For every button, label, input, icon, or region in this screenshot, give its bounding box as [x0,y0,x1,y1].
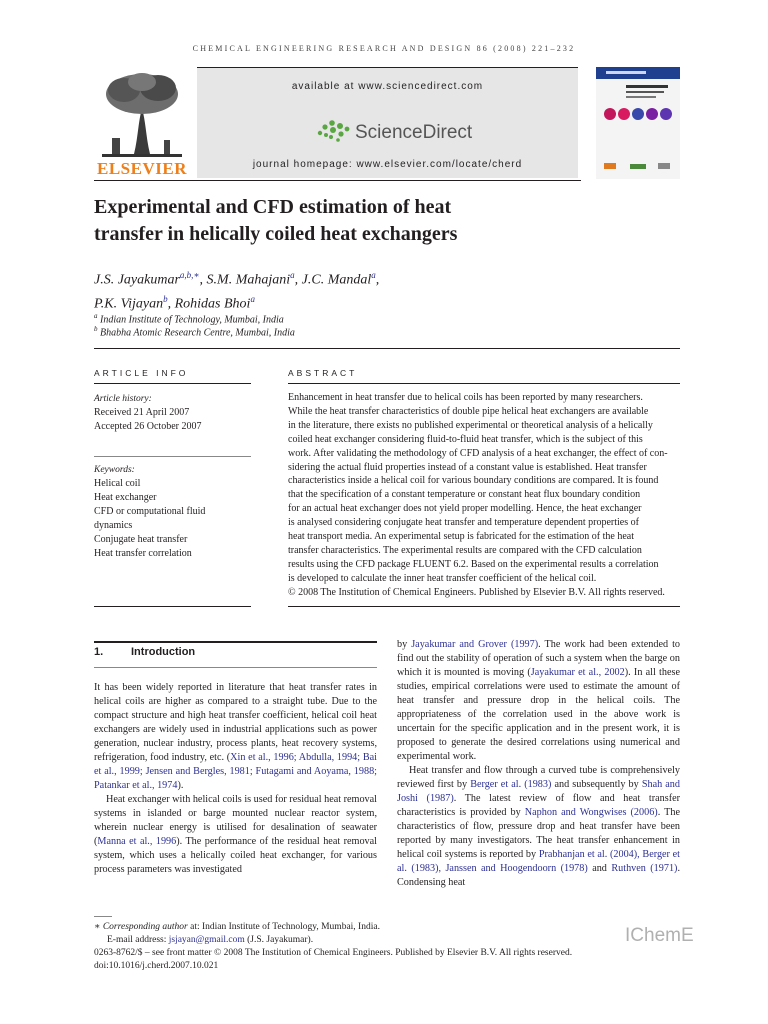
icheme-logo: IChemE [625,925,694,946]
affiliation-text: Bhabha Atomic Research Centre, Mumbai, India [100,327,295,339]
abstract-label: ABSTRACT [288,368,358,378]
author-sep: , [294,272,302,288]
paragraph [94,681,377,793]
abstract-line: coiled heat exchanger considering fluid-to-fluid heat transfer, which is the subject of this [288,433,643,445]
article-history [94,392,254,434]
abstract-line: transfer characteristics. The experimental results are compared with the CFD calculation [288,544,642,556]
body-text: . The work had been extended to find out the stability of operation of such a system when the barge on which it is mounted is moving ( [397,639,681,678]
abstract-line: is developed to calculate the inner heat transfer coefficient of the helical coil. [288,572,597,584]
citation-link[interactable]: Shah and Joshi (1987) [397,779,680,804]
keywords-list [94,463,254,561]
body-text: ). The performance of the residual heat removal system, which uses a helically coiled heat exchanger, for various process parameters was investigated [94,836,377,875]
email-note [107,934,313,947]
title-line-1: Experimental and CFD estimation of heat [94,196,452,218]
copyright-line: © 2008 The Institution of Chemical Engineers. Published by Elsevier B.V. All rights reserved. [288,586,665,598]
author-list [94,266,654,313]
citation-link[interactable]: Prabhanjan et al. (2004), Berger et al. (1983), Janssen and Hoogendoorn (1978) [397,849,681,874]
divider [288,383,680,384]
affiliation-sup: b [94,325,98,333]
affiliation-text: Indian Institute of Technology, Mumbai, India [100,314,284,326]
elsevier-logo-text: ELSEVIER [97,159,187,178]
accepted-date: Accepted 26 October 2007 [94,421,202,432]
section-title: Introduction [131,646,196,658]
abstract-line: results using the CFD package FLUENT 6.2. Based on the experimental results a correlation [288,558,659,570]
keyword: CFD or computational fluid [94,506,206,517]
running-head: CHEMICAL ENGINEERING RESEARCH AND DESIGN 86 (2008) 221–232 [192,44,576,53]
abstract-line: characteristics inside a helical coil for various boundary conditions are compared. It is found [288,475,659,487]
corresponding-author-note [94,921,380,934]
affiliation-b [94,325,295,338]
author-name: P.K. Vijayan [94,296,164,312]
corresponding-label: Corresponding author [102,922,188,932]
author-name: J.S. Jayakumar [94,272,180,288]
body-text: . The characteristics of flow, pressure drop and heat transfer have been reported by many investigators. The heat transfer enhancement in helical coil systems is reported by [397,807,680,860]
citation-link[interactable]: Xin et al., 1996; Abdulla, 1994; Bai et al., 1999; Jensen and Bergles, 1981; Futagami and Aoyama, 1988; Patankar et al., 1974 [94,752,377,791]
history-label: Article history: [94,394,152,404]
sciencedirect-logo-text: ScienceDirect [355,122,473,143]
abstract-line: is analysed considering conjugate heat transfer and temperature dependent properties of [288,517,639,529]
citation-link[interactable]: Naphon and Wongwises (2006) [524,807,658,818]
body-text: It has been widely reported in literature that heat transfer rates in helical coils are higher as compared to a straight tube. Due to the compact structure and high heat transfer coefficient, helical coil heat exchangers are widely used in industrial applications such as power generation, nuclear industry, process plants, heat recovery systems, refrigeration, food industry, etc. ( [94,682,377,763]
abstract-line: work. After validating the methodology of CFD analysis of a heat exchanger, the effect of con- [288,447,668,459]
journal-homepage-link[interactable]: journal homepage: www.elsevier.com/locate/cherd [252,159,523,170]
keyword: dynamics [94,520,133,531]
section-rule [94,641,377,643]
abstract-line: that the specification of a constant temperature or constant heat flux boundary condition [288,489,641,501]
paragraph [94,793,377,877]
author-name: Rohidas Bhoi [174,296,251,312]
article-title [94,194,594,248]
abstract-line: for an actual heat exchanger does not yield proper modelling. Hence, the heat exchanger [288,503,642,515]
citation-link[interactable]: Jayakumar et al., 2002 [530,667,625,678]
received-date: Received 21 April 2007 [94,407,190,418]
email-link[interactable]: jsjayan@gmail.com [168,935,245,945]
abstract-line: in the literature, there exists no published experimental or theoretical analysis of a helically [288,419,653,431]
abstract-text [288,391,680,600]
footnote-mark: ∗ [94,922,101,932]
keyword: Heat exchanger [94,492,157,503]
article-info-label: ARTICLE INFO [94,368,189,378]
left-column [94,681,377,877]
keyword: Helical coil [94,478,141,489]
body-text: Heat exchanger with helical coils is used for residual heat removal systems in islanded or barge mounted nuclear reactor system, wherein nuclear energy is utilised for desalination of seawater ( [94,794,377,847]
citation-link[interactable]: Berger et al. (1983) [470,779,552,790]
divider [94,606,251,607]
citation-link[interactable]: Jayakumar and Grover (1997) [411,639,539,650]
section-rule [94,667,377,668]
author-name: J.C. Mandal [301,272,372,288]
body-text: ). [177,780,184,791]
section-number: 1. [94,646,104,658]
body-text: Heat transfer and flow through a curved tube is comprehensively reviewed first by [397,765,680,790]
author-sep: , [167,296,175,312]
citation-link[interactable]: Ruthven (1971) [611,863,678,874]
affiliation-a [94,312,284,325]
email-label: E-mail address: [107,935,169,945]
author-name: S.M. Mahajani [206,272,291,288]
journal-cover-icon [596,67,680,179]
banner-top-rule [197,67,578,68]
author-sup[interactable]: b [163,293,168,304]
abstract-line: While the heat transfer characteristics of double pipe helical heat exchangers are available [288,405,649,417]
corresponding-text: at: Indian Institute of Technology, Mumbai, India. [187,922,380,932]
divider [288,606,680,607]
body-text: . Condensing heat [397,863,681,888]
divider [94,348,680,349]
keyword: Conjugate heat transfer [94,534,188,545]
keyword: Heat transfer correlation [94,548,192,559]
paragraph [397,638,680,764]
body-text: and [587,863,612,874]
divider [94,383,251,384]
citation-link[interactable]: Manna et al., 1996 [97,836,177,847]
affiliation-sup: a [94,312,98,320]
author-sep: , [199,272,207,288]
doi-note[interactable]: doi:10.1016/j.cherd.2007.10.021 [94,961,219,971]
abstract-line: heat transport media. An experimental setup is fabricated for the estimation of the heat [288,531,634,543]
abstract-line: Enhancement in heat transfer due to helical coils has been reported by many researchers. [288,392,643,403]
author-sep: , [375,272,380,288]
email-suffix: (J.S. Jayakumar). [244,935,314,945]
author-sup[interactable]: a [371,270,376,280]
footnote-rule [94,916,112,917]
body-text: and subsequently by [551,779,642,790]
available-at-link[interactable]: available at www.sciencedirect.com [291,81,484,92]
keywords-label: Keywords: [94,465,135,475]
body-text: ). In all these studies, empirical correlations were used to estimate the amount of heat transfer and pressure drop in the helical coils. The appropriateness of the correlation used in the above work is uncertain for the specific application and in the present work, it is proposed to generate the desired correlations using numerical and experimental work. [397,667,680,762]
abstract-line: sidering the actual fluid properties instead of a constant value is established. Heat transfer [288,461,647,473]
front-matter-note: 0263-8762/$ – see front matter © 2008 The Institution of Chemical Engineers. Published by Elsevier B.V. All rights reserved. [94,948,573,958]
section-heading [94,646,195,658]
paragraph [397,764,680,890]
banner-bottom-rule [94,180,581,181]
author-sup[interactable]: a [250,293,255,304]
right-column [397,638,680,890]
author-sup[interactable]: a [290,270,295,280]
author-sup[interactable]: a,b,∗ [179,270,200,280]
body-text: by [397,639,412,650]
title-line-2: transfer in helically coiled heat exchangers [94,223,458,245]
divider [94,456,251,457]
body-text: . The latest review of flow and heat transfer characteristics is provided by [397,793,681,818]
